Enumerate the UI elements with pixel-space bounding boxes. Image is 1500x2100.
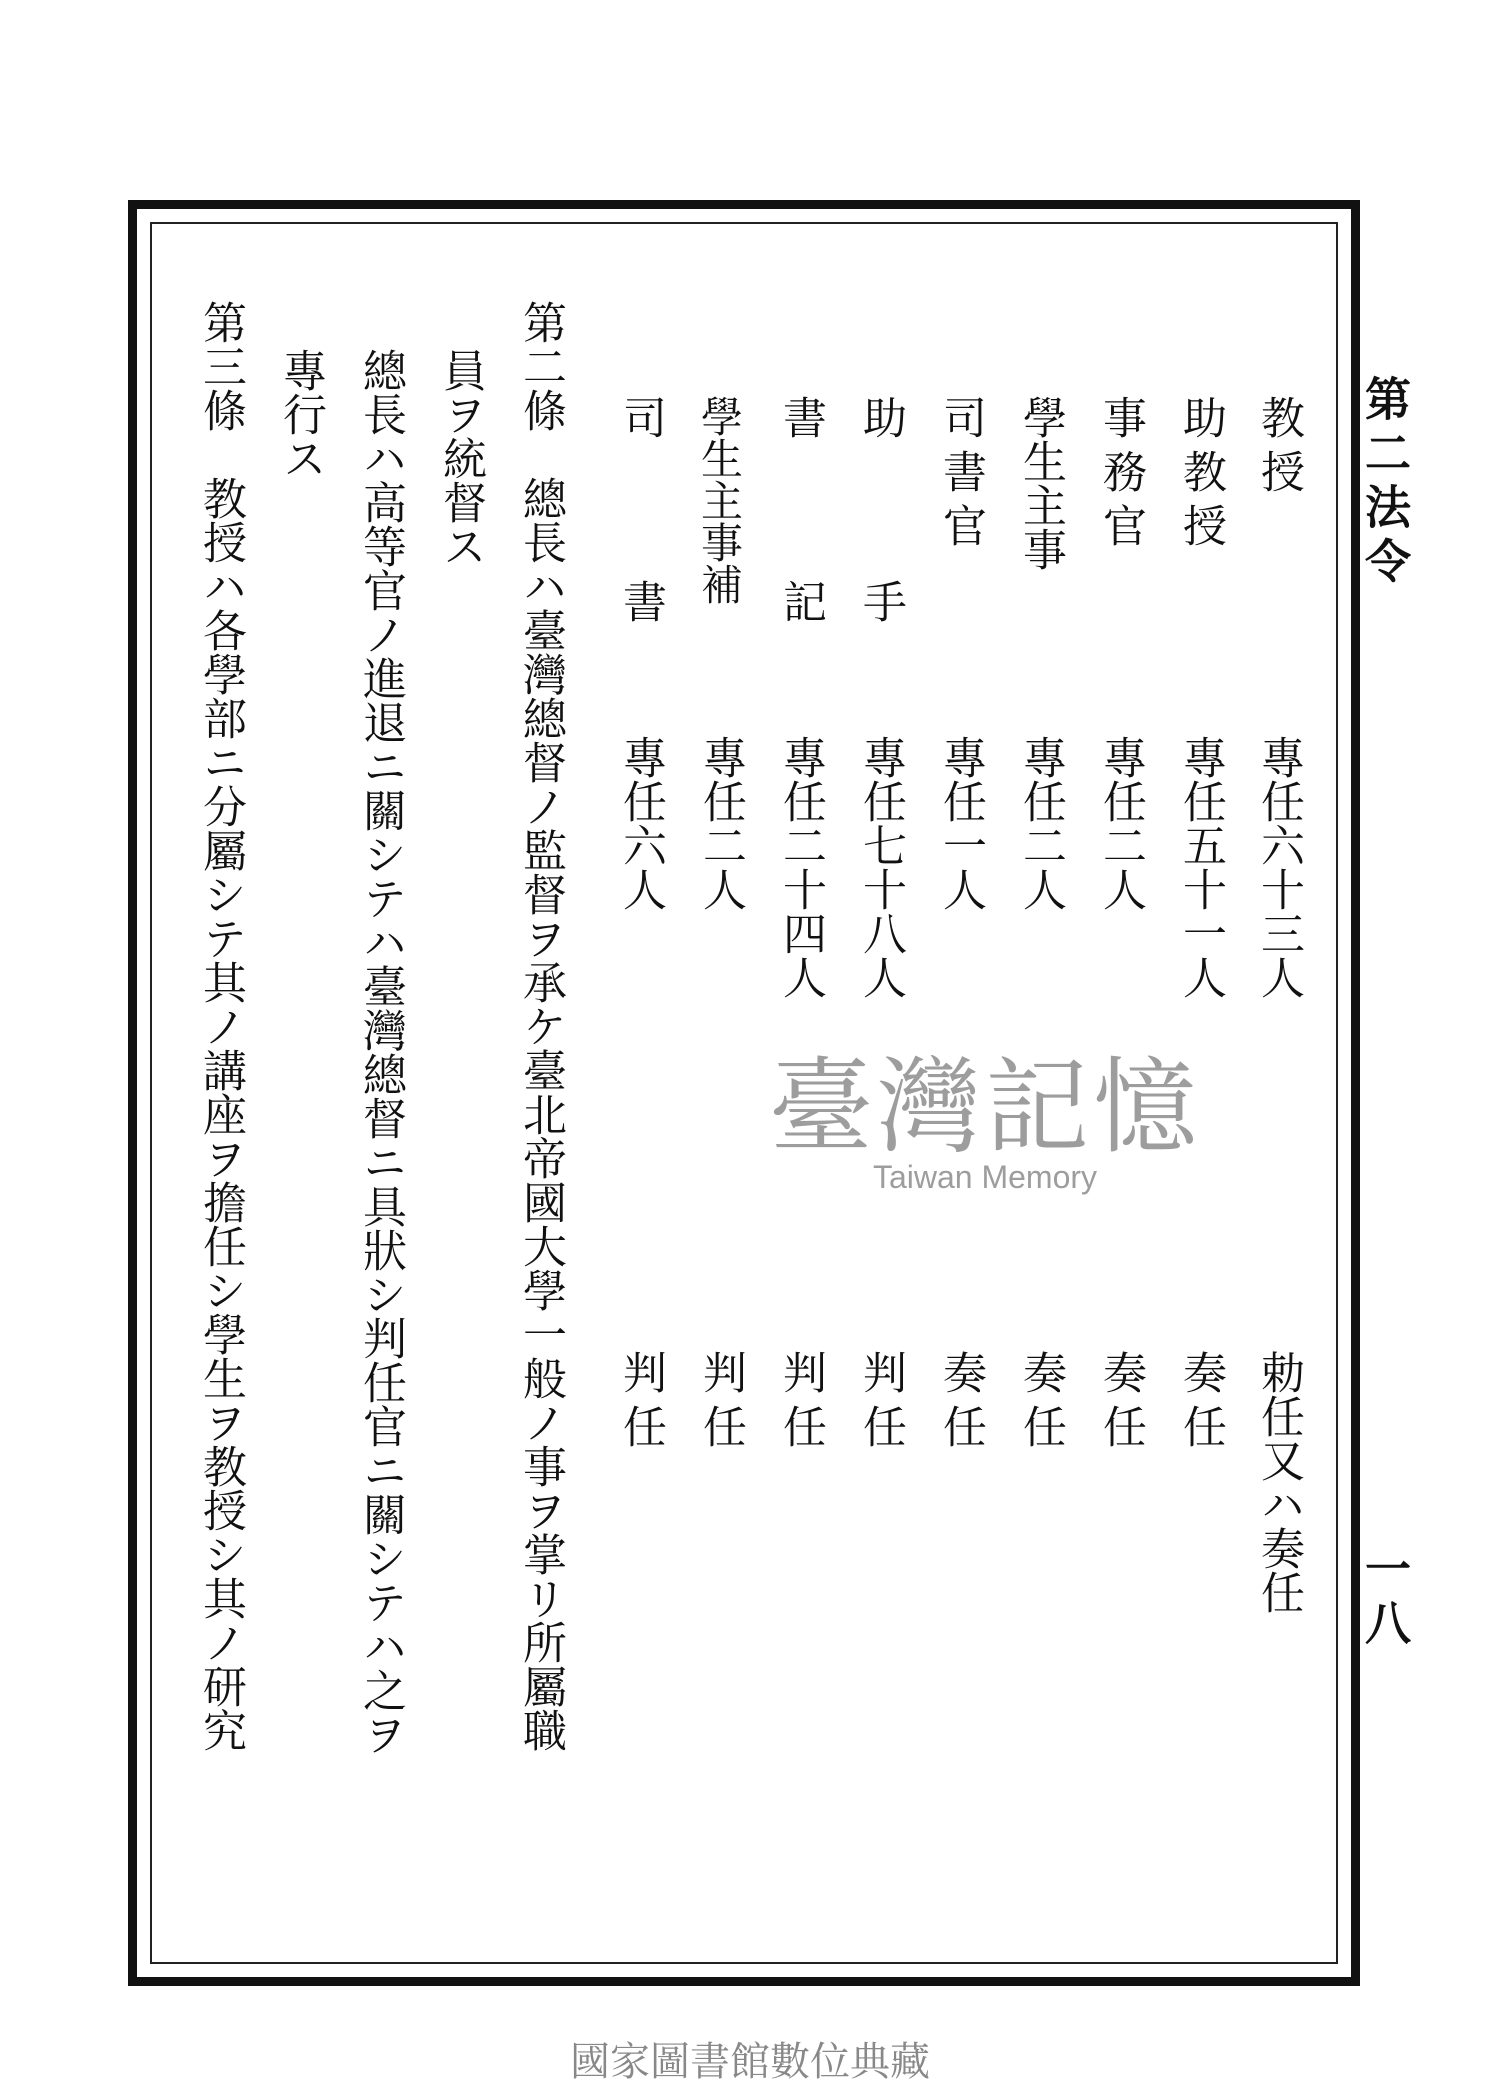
staff-quota: 專任六人: [615, 735, 666, 911]
staff-position: 助手: [855, 395, 906, 763]
staff-position: 學生主事補: [695, 395, 744, 605]
taiwan-memory-watermark: [745, 1046, 1225, 1196]
staff-position: 司書官: [935, 395, 986, 557]
staff-rank: 奏任: [935, 1350, 986, 1458]
staff-quota: 專任五十一人: [1175, 735, 1226, 999]
staff-position: 教授: [1253, 395, 1304, 503]
staff-quota: 專任一人: [935, 735, 986, 911]
article-3-line-1: 第三條 教授ハ各學部ニ分屬シテ其ノ講座ヲ擔任シ學生ヲ教授シ其ノ研究: [195, 300, 246, 1752]
staff-quota: 專任二人: [1015, 735, 1066, 911]
article-2-line-2: 員ヲ統督ス: [435, 348, 486, 568]
staff-rank: 奏任: [1015, 1350, 1066, 1458]
staff-rank: 勅任又ハ奏任: [1253, 1350, 1304, 1614]
article-2-line-1: 第二條 總長ハ臺灣總督ノ監督ヲ承ケ臺北帝國大學一般ノ事ヲ掌リ所屬職: [515, 300, 566, 1752]
staff-position: 學生主事: [1015, 395, 1066, 571]
footer-collection-credit: 國家圖書館數位典藏: [570, 2039, 930, 2085]
staff-rank: 判任: [775, 1350, 826, 1458]
page-number: 一八: [1358, 1545, 1412, 1653]
article-2-line-3: 總長ハ高等官ノ進退ニ關シテハ臺灣總督ニ具狀シ判任官ニ關シテハ之ヲ: [355, 348, 406, 1756]
staff-position: 助教授: [1175, 395, 1226, 557]
staff-position: 書記: [775, 395, 826, 763]
staff-quota: 專任七十八人: [855, 735, 906, 999]
staff-quota: 專任二人: [695, 735, 746, 911]
staff-position: 司書: [615, 395, 666, 763]
staff-quota: 專任六十三人: [1253, 735, 1304, 999]
staff-rank: 判任: [615, 1350, 666, 1458]
staff-rank: 奏任: [1095, 1350, 1146, 1458]
staff-rank: 判任: [695, 1350, 746, 1458]
staff-quota: 專任二人: [1095, 735, 1146, 911]
staff-rank: 奏任: [1175, 1350, 1226, 1458]
staff-position: 事務官: [1095, 395, 1146, 557]
article-2-line-4: 專行ス: [275, 348, 326, 480]
staff-rank: 判任: [855, 1350, 906, 1458]
running-title: 第二法令: [1358, 375, 1412, 591]
watermark-chinese: 臺灣記憶: [768, 1046, 1201, 1168]
staff-quota: 專任二十四人: [775, 735, 826, 999]
watermark-english: Taiwan Memory: [872, 1159, 1098, 1195]
